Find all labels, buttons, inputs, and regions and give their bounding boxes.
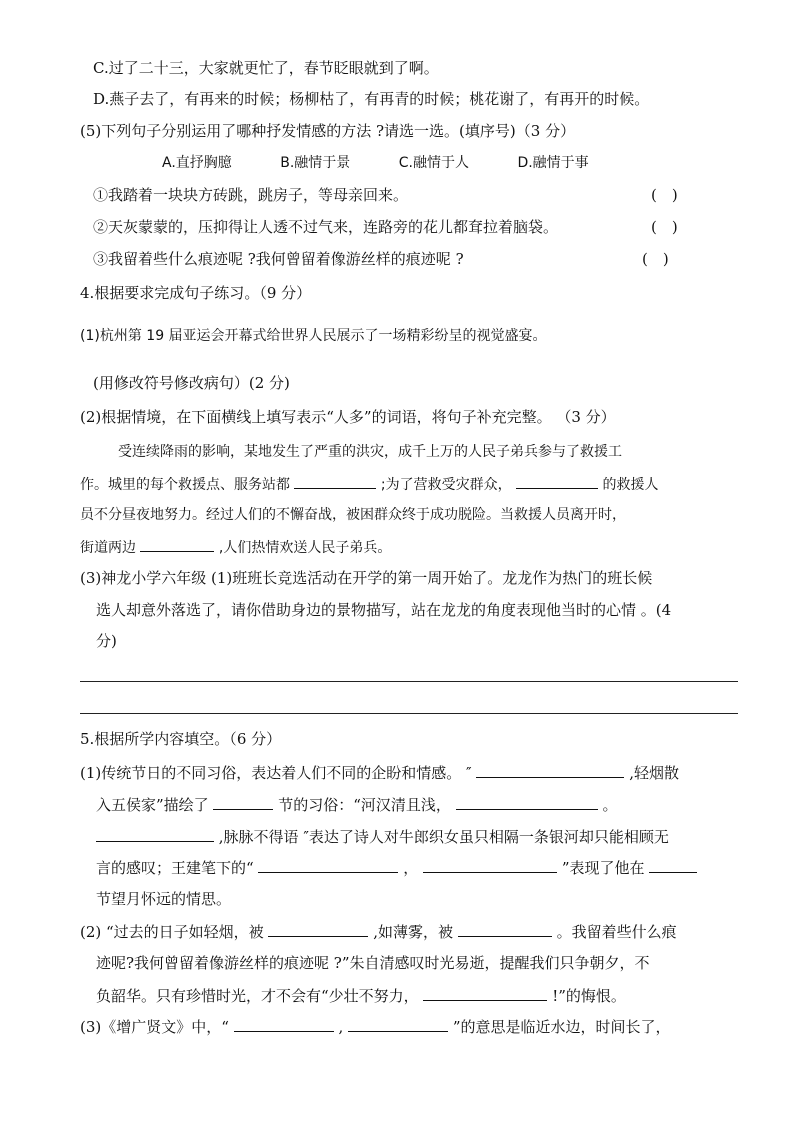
blank-10[interactable] [649,857,697,873]
answer-paren-2[interactable]: ( ) [651,218,678,236]
text-segment: 入五侯家”描绘了 [96,796,209,814]
q4-3-line-3: 分) [96,632,117,650]
text-segment: 街道两边 [80,540,136,556]
blank-9[interactable] [423,857,557,873]
q4-2-line-1: 受连续降雨的影响，某地发生了严重的洪灾，成千上万的人民子弟兵参与了救援工 [118,444,622,460]
q4-3-line-1: (3)神龙小学六年级 (1)班班长竞选活动在开学的第一周开始了。龙龙作为热门的班长候 [80,569,653,587]
text-segment: ,如薄雾，被 [373,923,454,941]
text-segment: ,人们热情欢送人民子弟兵。 [218,540,392,556]
text-segment: ， [403,859,419,877]
q5-3-line-1 [80,1016,671,1037]
sentence-2: ②天灰蒙蒙的，压抑得让人透不过气来，连路旁的花儿都耷拉着脑袋。 [93,218,559,236]
answer-paren-1[interactable]: ( ) [651,186,678,204]
blank-1[interactable] [294,473,376,489]
blank-8[interactable] [258,857,398,873]
text-segment: 负韶华。只有珍惜时光，才不会有“少壮不努力， [96,987,419,1005]
option-c-text: C.过了二十三，大家就更忙了，春节眨眼就到了啊。 [93,59,439,77]
option-d-text: D.燕子去了，有再来的时候；杨柳枯了，有再青的时候；桃花谢了，有再开的时候。 [93,90,650,108]
writing-line-2[interactable] [80,713,738,714]
text-segment: (1)传统节日的不同习俗，表达着人们不同的企盼和情感。 ″ [80,764,472,782]
text-segment: , [338,1018,344,1036]
option-a: A.直抒胸臆 [162,155,232,171]
text-segment: !”的悔恨。 [552,987,626,1005]
text-segment: ,轻烟散 [629,764,679,782]
q4-1-hint: (用修改符号修改病句）(2 分) [93,374,290,392]
blank-15[interactable] [348,1016,448,1032]
blank-2[interactable] [516,473,598,489]
q5-2-line-2: 迹呢?我何曾留着像游丝样的痕迹呢 ?”朱自清感叹时光易逝，提醒我们只争朝夕，不 [96,954,650,972]
text-segment: 言的感叹；王建笔下的“ [96,859,254,877]
q4-3-line-2: 选人却意外落选了，请你借助身边的景物描写，站在龙龙的角度表现他当时的心情 。(4 [96,601,672,619]
text-segment: (3)《增广贤文》中，“ [80,1018,229,1036]
choice-options [162,153,633,173]
blank-5[interactable] [213,794,273,810]
q4-2-title: (2)根据情境，在下面横线上填写表示“人多”的词语，将句子补充完整。 （3 分） [80,408,616,426]
blank-13[interactable] [423,985,547,1001]
blank-6[interactable] [456,794,598,810]
q4-2-line-3: 员不分昼夜地努力。经过人们的不懈奋战，被困群众终于成功脱险。当救援人员离开时， [80,507,626,523]
blank-3[interactable] [140,536,214,552]
q3-5-title: (5)下列句子分别运用了哪种抒发情感的方法 ?请选一选。(填序号)（3 分） [80,122,576,140]
option-d: D.融情于事 [517,155,589,171]
blank-4[interactable] [476,762,624,778]
option-b: B.融情于景 [280,155,351,171]
q5-1-line-5: 节望月怀远的情思。 [96,890,232,908]
blank-7[interactable] [96,826,214,842]
sentence-3: ③我留着些什么痕迹呢 ?我何曾留着像游丝样的痕迹呢 ? [93,250,464,268]
q5-2-line-3 [96,985,626,1006]
text-segment: 作。城里的每个救援点、服务站都 [80,477,290,493]
q5-1-line-4 [96,857,697,878]
text-segment: (2) “过去的日子如轻烟，被 [80,923,264,941]
q5-1-line-1 [80,762,679,783]
q4-2-line-4 [80,536,391,558]
text-segment: ”的意思是临近水边，时间长了， [452,1018,671,1036]
q4-1-sentence: (1)杭州第 19 届亚运会开幕式给世界人民展示了一场精彩纷呈的视觉盛宴。 [80,328,547,344]
answer-paren-3[interactable]: ( ) [642,250,669,268]
text-segment: ”表现了他在 [561,859,645,877]
q5-1-line-3 [96,826,669,847]
text-segment: ;为了营救受灾群众， [380,477,512,493]
text-segment: 的救援人 [602,477,659,493]
sentence-1: ①我踏着一块块方砖跳，跳房子，等母亲回来。 [93,186,409,204]
text-segment: 。我留着些什么痕 [556,923,677,941]
q4-2-line-2 [80,473,659,495]
writing-line-1[interactable] [80,681,738,682]
text-segment: ,脉脉不得语 ″表达了诗人对牛郎织女虽只相隔一条银河却只能相顾无 [218,828,669,846]
blank-14[interactable] [234,1016,334,1032]
q5-2-line-1 [80,921,677,942]
text-segment: 节的习俗：“河汉清且浅， [278,796,451,814]
q5-1-line-2 [96,794,617,815]
blank-12[interactable] [458,921,552,937]
q5-title: 5.根据所学内容填空。（6 分） [80,730,282,748]
blank-11[interactable] [268,921,368,937]
option-c: C.融情于人 [398,155,469,171]
q4-title: 4.根据要求完成句子练习。（9 分） [80,284,312,302]
text-segment: 。 [602,796,618,814]
